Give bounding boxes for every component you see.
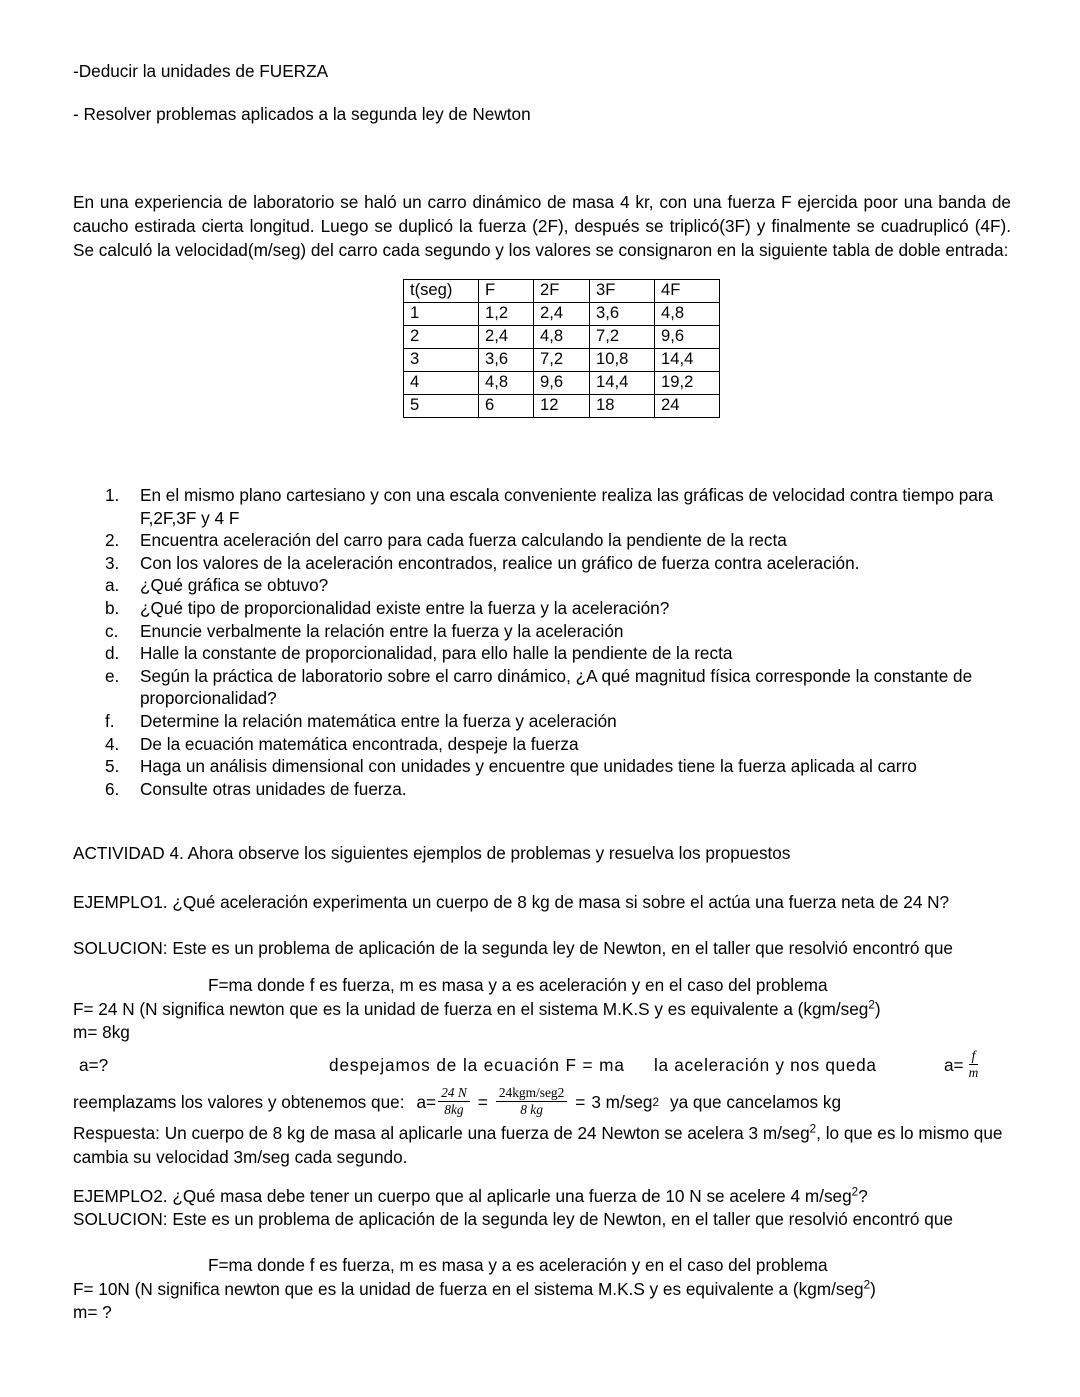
list-item [73,552,1013,575]
table-cell: 24 [655,395,720,418]
table-header-row [404,280,720,303]
list-item [73,755,1013,778]
superscript-exponent: 2 [851,1185,859,1199]
table-cell: 9,6 [655,326,720,349]
objective-line-2: - Resolver problemas aplicados a la segunda ley de Newton [73,104,531,124]
list-item-text: ¿Qué gráfica se obtuvo? [140,575,329,596]
example1-given-force-close: ) [874,999,881,1019]
table-cell: 2,4 [479,326,534,349]
list-item-text: Halle la constante de proporcionalidad, para ello halle la pendiente de la recta [140,643,733,664]
list-marker: 5. [105,756,120,777]
table-header-cell: 4F [655,280,720,303]
example1-formula-line: F=ma donde f es fuerza, m es masa y a es aceleración y en el caso del problema [208,975,828,995]
velocity-time-table [403,279,720,418]
list-item-text: En el mismo plano cartesiano y con una escala conveniente realiza las gráficas de velocidad contra tiempo para F,2F,3F y 4 F [140,485,994,528]
table-cell: 6 [479,395,534,418]
example1-answer-pre: Respuesta: Un cuerpo de 8 kg de masa al aplicarle una fuerza de 24 Newton se acelera 3 m/seg [73,1123,810,1143]
table-cell: 3,6 [479,349,534,372]
superscript-exponent: 2 [868,998,875,1012]
list-item-text: Encuentra aceleración del carro para cada fuerza calculando la pendiente de la recta [140,530,787,551]
list-item [73,733,1013,756]
table-header-cell: 3F [590,280,655,303]
table-cell: 4,8 [655,303,720,326]
superscript-exponent: 2 [809,1122,817,1136]
example1-replace-text: reemplazams los valores y obtenemos que: [73,1092,405,1113]
table-cell: 14,4 [590,372,655,395]
list-item [73,778,1013,801]
example1-substitution-line: reemplazams los valores y obtenemos que: a= $\frac{24 N}{8kg}$ = $\frac{\text{24kgm/seg2}}{8 kg}$ = 3 m/seg 2 ya que cancelamos kg [73,1085,842,1118]
list-item [73,597,1013,620]
table-cell: 4,8 [534,326,590,349]
list-item [73,484,1013,529]
example2-given-force [73,1278,1013,1302]
table-cell: 18 [590,395,655,418]
list-item [73,574,1013,597]
list-marker: e. [105,665,120,686]
fraction-numerator: f [969,1049,979,1065]
list-marker: a. [105,575,120,596]
list-item-text: Haga un análisis dimensional con unidades y encuentre que unidades tiene la fuerza aplicada al carro [140,756,917,777]
example1-clearing-text-2: la aceleración y nos queda [654,1055,877,1076]
example1-given-force [73,998,1013,1022]
activity-heading: ACTIVIDAD 4. Ahora observe los siguientes ejemplos de problemas y resuelva los propuestos [73,843,791,863]
list-item [73,529,1013,552]
fraction-denominator: m [968,1065,979,1081]
example1-result-tail: ya que cancelamos kg [670,1092,842,1113]
example1-clearing-line [73,1050,1018,1081]
example1-a-equals: a= [944,1055,964,1076]
table-cell: 1,2 [479,303,534,326]
example2-formula-line: F=ma donde f es fuerza, m es masa y a es aceleración y en el caso del problema [208,1255,828,1275]
list-marker: b. [105,597,120,618]
example2-statement-pre: EJEMPLO2. ¿Qué masa debe tener un cuerpo que al aplicarle una fuerza de 10 N se acelere 4 m/seg [73,1186,852,1206]
table-row [404,303,720,326]
list-item [73,710,1013,733]
equals-sign-1: = [477,1092,488,1113]
list-marker: 2. [105,530,120,551]
list-item-text: Enuncie verbalmente la relación entre la fuerza y la aceleración [140,620,624,641]
list-item [73,620,1013,643]
list-item-text: Según la práctica de laboratorio sobre el carro dinámico, ¿A qué magnitud física corresponde la constante de proporcionalidad? [140,665,973,709]
list-marker: f. [105,710,115,731]
example1-answer [73,1122,1013,1169]
table-row [404,395,720,418]
velocity-time-table-wrapper [403,279,720,418]
table-cell: 5 [404,395,479,418]
table-cell: 19,2 [655,372,720,395]
list-marker: 3. [105,552,120,573]
superscript-exponent: 2 [863,1278,871,1292]
fraction-numerator: 24 N [438,1086,470,1102]
example2-given-mass: m= ? [73,1302,112,1322]
table-cell: 1 [404,303,479,326]
fraction-numerator: 24kgm/seg2 [496,1086,567,1102]
table-header-cell: F [479,280,534,303]
example1-a-equals-2: a= [416,1092,437,1113]
table-cell: 4,8 [479,372,534,395]
list-marker: 1. [105,485,120,505]
example1-clearing-text: despejamos de la ecuación F = ma [329,1055,625,1076]
table-cell: 2 [404,326,479,349]
example2-solution-intro: SOLUCION: Este es un problema de aplicación de la segunda ley de Newton, en el taller que resolvió encontró que [73,1209,953,1229]
list-marker: d. [105,643,120,664]
fraction-denominator: 8kg [444,1102,464,1118]
objective-line-1: -Deducir la unidades de FUERZA [73,61,329,81]
example1-result: 3 m/seg [591,1092,653,1113]
example1-given-mass: m= 8kg [73,1022,130,1042]
list-item-text: De la ecuación matemática encontrada, despeje la fuerza [140,733,579,754]
table-row [404,372,720,395]
fraction-24N-over-8kg [438,1086,470,1117]
table-cell: 4 [404,372,479,395]
equals-sign-2: = [575,1092,586,1113]
example1-given-force-text: F= 24 N (N significa newton que es la unidad de fuerza en el sistema M.K.S y es equivalente a (kgm/seg [73,999,869,1019]
table-row [404,349,720,372]
example1-unknown: a=? [79,1055,109,1076]
list-item-text: ¿Qué tipo de proporcionalidad existe entre la fuerza y la aceleración? [140,597,670,618]
question-list [73,484,1013,800]
table-cell: 14,4 [655,349,720,372]
example2-statement-post: ? [858,1186,868,1206]
list-item-text: Con los valores de la aceleración encontrados, realice un gráfico de fuerza contra aceleración. [140,552,860,573]
example2-given-force-text: F= 10N (N significa newton que es la unidad de fuerza en el sistema M.K.S y es equivalente a (kgm/seg [73,1279,864,1299]
table-cell: 9,6 [534,372,590,395]
table-cell: 7,2 [534,349,590,372]
example1-answer-post: , lo que es lo mismo que cambia su velocidad 3m/seg cada segundo. [73,1123,1003,1167]
table-row [404,326,720,349]
table-cell: 2,4 [534,303,590,326]
list-marker: 6. [105,778,120,799]
table-cell: 10,8 [590,349,655,372]
table-header-cell: t(seg) [404,280,479,303]
example1-statement: EJEMPLO1. ¿Qué aceleración experimenta un cuerpo de 8 kg de masa si sobre el actúa una fuerza neta de 24 N? [73,892,950,912]
example2-statement [73,1185,1013,1209]
fraction-24kgmseg2-over-8kg [496,1086,567,1117]
table-cell: 3 [404,349,479,372]
list-marker: 4. [105,733,120,754]
intro-paragraph: En una experiencia de laboratorio se haló un carro dinámico de masa 4 kr, con una fuerza F ejercida poor una banda de caucho estirada cierta longitud. Luego se duplicó la fuerza (2F), después se triplicó(3F) y finalmente se cuadruplicó (4F). Se calculó la velocidad(m/seg) del carro cada segundo y los valores se consignaron en la siguiente tabla de doble entrada: [73,192,1011,260]
example2-given-force-close: ) [870,1279,876,1299]
table-cell: 12 [534,395,590,418]
list-item [73,665,1013,710]
list-item-text: Determine la relación matemática entre la fuerza y aceleración [140,710,617,731]
list-item-text: Consulte otras unidades de fuerza. [140,778,407,799]
fraction-denominator: 8 kg [520,1102,543,1118]
fraction-f-over-m [966,1049,982,1080]
list-marker: c. [105,620,119,641]
example1-solution-intro: SOLUCION: Este es un problema de aplicación de la segunda ley de Newton, en el taller que resolvió encontró que [73,938,953,958]
list-item [73,642,1013,665]
table-cell: 7,2 [590,326,655,349]
table-header-cell: 2F [534,280,590,303]
table-cell: 3,6 [590,303,655,326]
